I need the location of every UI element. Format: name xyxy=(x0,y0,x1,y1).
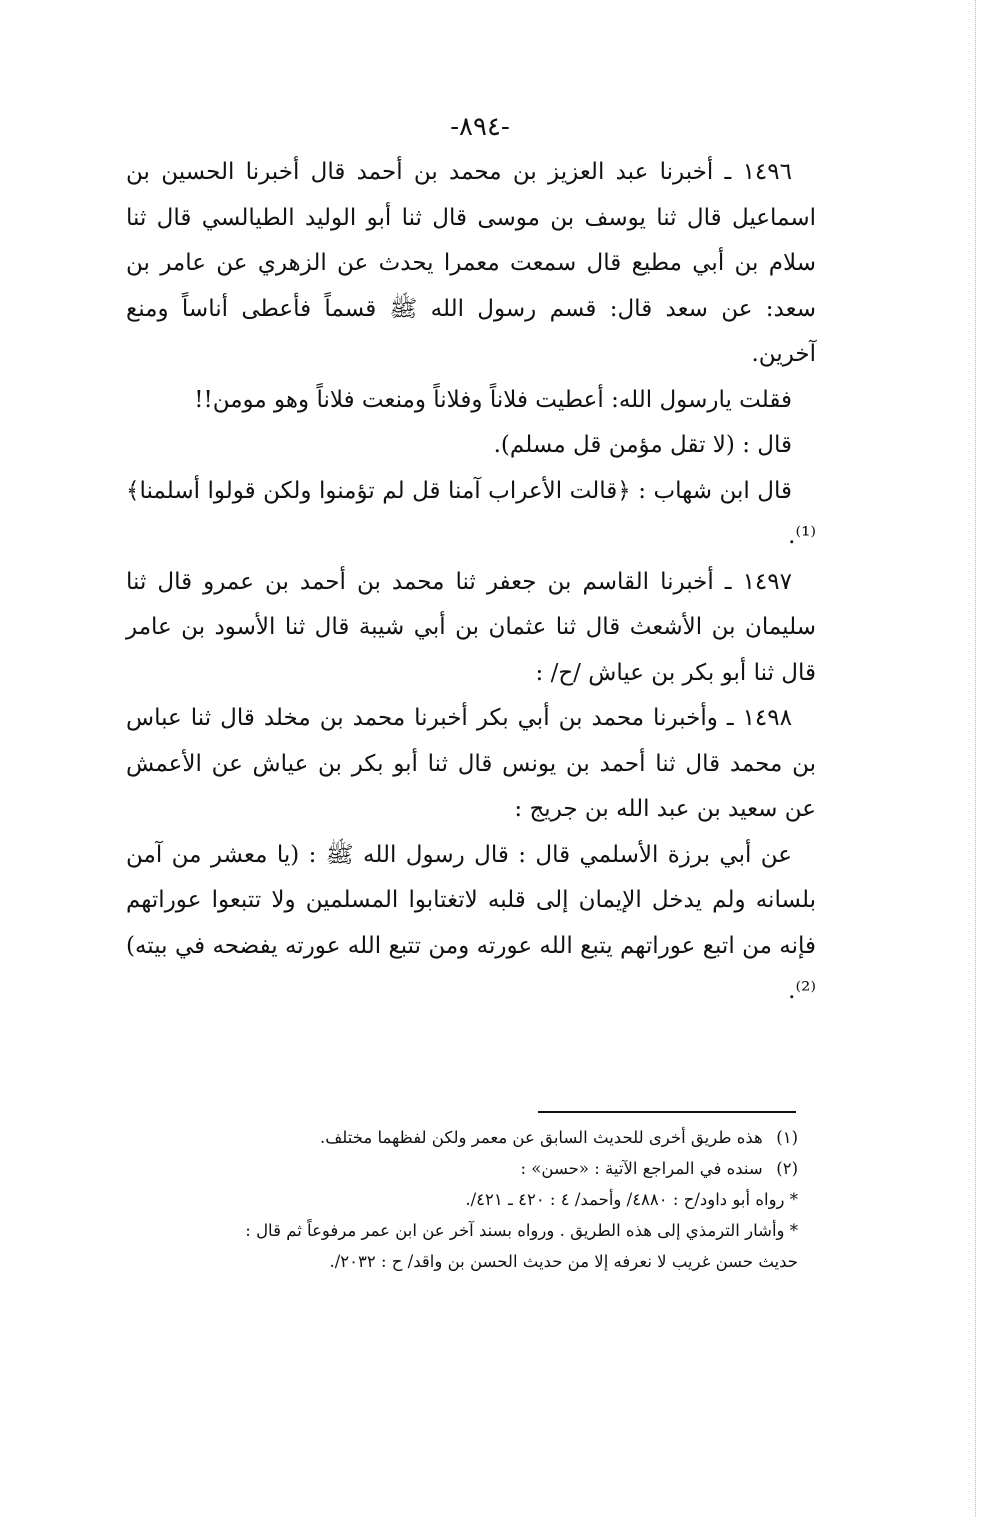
footnote-1-text: هذه طريق أخرى للحديث السابق عن معمر ولكن لفظهما مختلف. xyxy=(319,1128,763,1147)
hadith-matn: عن أبي برزة الأسلمي قال : قال رسول الله ﷺ : (يا معشر من آمن بلسانه ولم يدخل الإيمان إلى قلبه لاتغتابوا المسلمين ولا تتبعوا عوراتهم فإنه من اتبع عوراتهم يتبع الله عورته ومن تتبع الله عورته يفضحه في بيته)⁽²⁾. xyxy=(126,841,816,1004)
footnote-1 xyxy=(128,1122,798,1153)
footnote-2-line-2: * وأشار الترمذي إلى هذه الطريق . ورواه بسند آخر عن ابن عمر مرفوعاً ثم قال : xyxy=(245,1221,798,1240)
hadith-1496: ١٤٩٦ ـ أخبرنا عبد العزيز بن محمد بن أحمد قال أخبرنا الحسين بن اسماعيل قال ثنا يوسف بن موسى قال ثنا أبو الوليد الطيالسي قال ثنا سلام بن أبي مطيع قال سمعت معمرا يحدث عن الزهري عن عامر بن سعد: عن سعد قال: قسم رسول الله ﷺ قسماً فأعطى أناساً ومنع آخرين. xyxy=(126,159,816,367)
scan-edge-line xyxy=(975,0,976,1517)
footnote-2-line-1: * رواه أبو داود/ح : ٤٨٨٠/ وأحمد/ ٤ : ٤٢٠ ـ ٤٢١/. xyxy=(465,1190,798,1209)
footnote-2 xyxy=(128,1153,798,1184)
footnote-separator xyxy=(538,1111,796,1113)
hadith-1497: ١٤٩٧ ـ أخبرنا القاسم بن جعفر ثنا محمد بن أحمد بن عمرو قال ثنا سليمان بن الأشعث قال ثنا عثمان بن أبي شيبة قال ثنا الأسود بن عامر قال ثنا أبو بكر بن عياش /ح/ : xyxy=(126,568,816,686)
page-number: -٨٩٤- xyxy=(450,112,510,142)
main-text xyxy=(126,150,816,1015)
footnote-2-line-3: حديث حسن غريب لا نعرفه إلا من حديث الحسن بن واقد/ ح : ٢٠٣٢/. xyxy=(329,1252,798,1271)
paragraph-question: فقلت يارسول الله: أعطيت فلاناً وفلاناً ومنعت فلاناً وهو مومن!! xyxy=(194,386,792,413)
paragraph-answer: قال : (لا تقل مؤمن قل مسلم). xyxy=(493,432,792,458)
hadith-1498: ١٤٩٨ ـ وأخبرنا محمد بن أبي بكر أخبرنا محمد بن مخلد قال ثنا عباس بن محمد قال ثنا أحمد بن يونس قال ثنا أبو بكر بن عياش عن الأعمش عن سعيد بن عبد الله بن جريج : xyxy=(126,705,816,822)
footnote-2-number: (٢) xyxy=(776,1159,798,1178)
footnotes xyxy=(128,1122,798,1277)
footnote-1-number: (١) xyxy=(776,1128,798,1147)
paragraph-ibn-shihab: قال ابن شهاب : ﴿قالت الأعراب آمنا قل لم تؤمنوا ولكن قولوا أسلمنا﴾⁽¹⁾. xyxy=(126,477,816,549)
footnote-2-text: سنده في المراجع الآتية : «حسن» : xyxy=(520,1159,763,1178)
